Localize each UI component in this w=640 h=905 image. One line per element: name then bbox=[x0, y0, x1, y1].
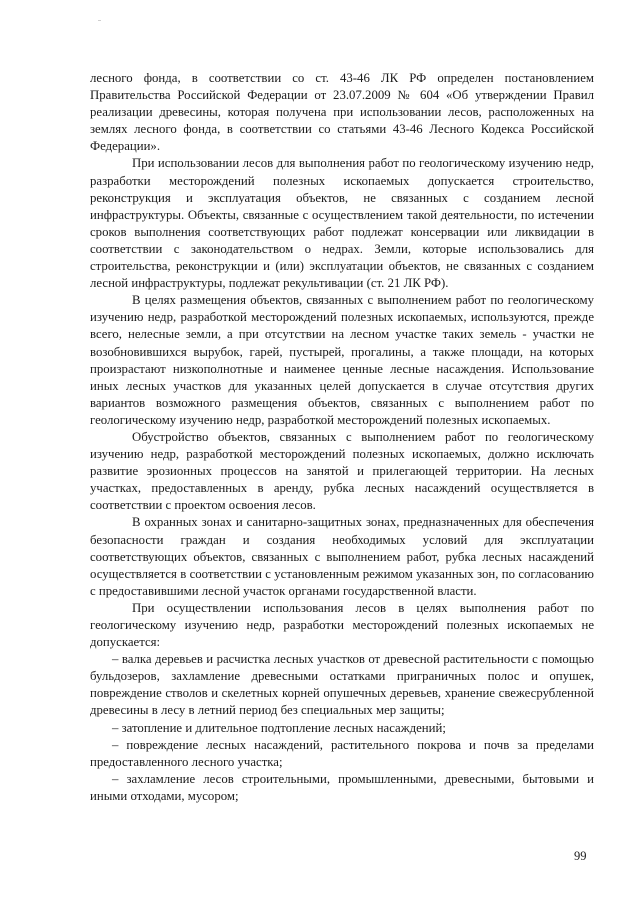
scan-mark bbox=[98, 20, 101, 21]
page-number: 99 bbox=[574, 849, 587, 863]
paragraph-protection-zones: В охранных зонах и санитарно-защитных зонах, предназначенных для обеспечения безопасности граждан и создания необходимых условий для эксплуатации соответствующих объектов, связанных с выполнением работ, рубка лесных насаждений осуществляется в соответствии с установленным режимом указанных зон, по согласованию с предоставившими лесной участок органами государственной власти. bbox=[90, 515, 594, 598]
paragraph-prohibitions-intro: При осуществлении использования лесов в целях выполнения работ по геологическому изучению недр, разработки месторождений полезных ископаемых не допускается: bbox=[90, 600, 594, 650]
paragraph-arrangement-of-objects: Обустройство объектов, связанных с выполнением работ по геологическому изучению недр, разработкой месторождений полезных ископаемых, должно исключать развитие эрозионных процессов на занятой и прилегающей территории. На лесных участках, предоставленных в аренду, рубка лесных насаждений осуществляется в соответствии с проектом освоения лесов. bbox=[90, 429, 594, 513]
list-item-felling: – валка деревьев и расчистка лесных участков от древесной растительности с помощью бульдозеров, захламление древесными остатками приграничных полос и опушек, повреждение стволов и скелетных корней опушечных деревьев, хранение свежесрубленной древесины в лесу в летний период без специальных мер защиты; bbox=[90, 652, 594, 718]
paragraph-placement-of-objects: В целях размещения объектов, связанных с выполнением работ по геологическому изучению недр, разработкой месторождений полезных ископаемых, используются, прежде всего, нелесные земли, а при отсутствии на лесном участке таких земель - участки не возобновившихся вырубок, гарей, пустырей, прогалины, а также площади, на которых произрастают низкополнотные и наименее ценные лесные насаждения. Использование иных лесных участков для указанных целей допускается в случае отсутствия других вариантов возможного размещения объектов, связанных с выполнением работ по геологическому изучению недр, разработкой месторождений полезных ископаемых. bbox=[90, 293, 594, 427]
list-item-damage: – повреждение лесных насаждений, растительного покрова и почв за пределами предоставленного лесного участка; bbox=[90, 737, 594, 769]
paragraph-continuation: лесного фонда, в соответствии со ст. 43-46 ЛК РФ определен постановлением Правительства Российской Федерации от 23.07.2009 № 604 «Об утверждении Правил реализации древесины, которая получена при использовании лесов, расположенных на землях лесного фонда, в соответствии со статьями 43-46 Лесного Кодекса Российской Федерации». bbox=[90, 71, 594, 154]
paragraph-construction-objects: При использовании лесов для выполнения работ по геологическому изучению недр, разработки месторождений полезных ископаемых допускается строительство, реконструкция и эксплуатация объектов, не связанных с созданием лесной инфраструктуры. Объекты, связанные с осуществлением такой деятельности, по истечении сроков выполнения соответствующих работ подлежат консервации или ликвидации в соответствии с законодательством о недрах. Земли, которые использовались для строительства, реконструкции и (или) эксплуатации объектов, не связанных с созданием лесной инфраструктуры, подлежат рекультивации (ст. 21 ЛК РФ). bbox=[90, 156, 594, 291]
list-item-littering: – захламление лесов строительными, промышленными, древесными, бытовыми и иными отходами, мусором; bbox=[90, 771, 594, 803]
list-item-flooding: – затопление и длительное подтопление лесных насаждений; bbox=[112, 720, 446, 735]
document-body bbox=[90, 70, 594, 805]
